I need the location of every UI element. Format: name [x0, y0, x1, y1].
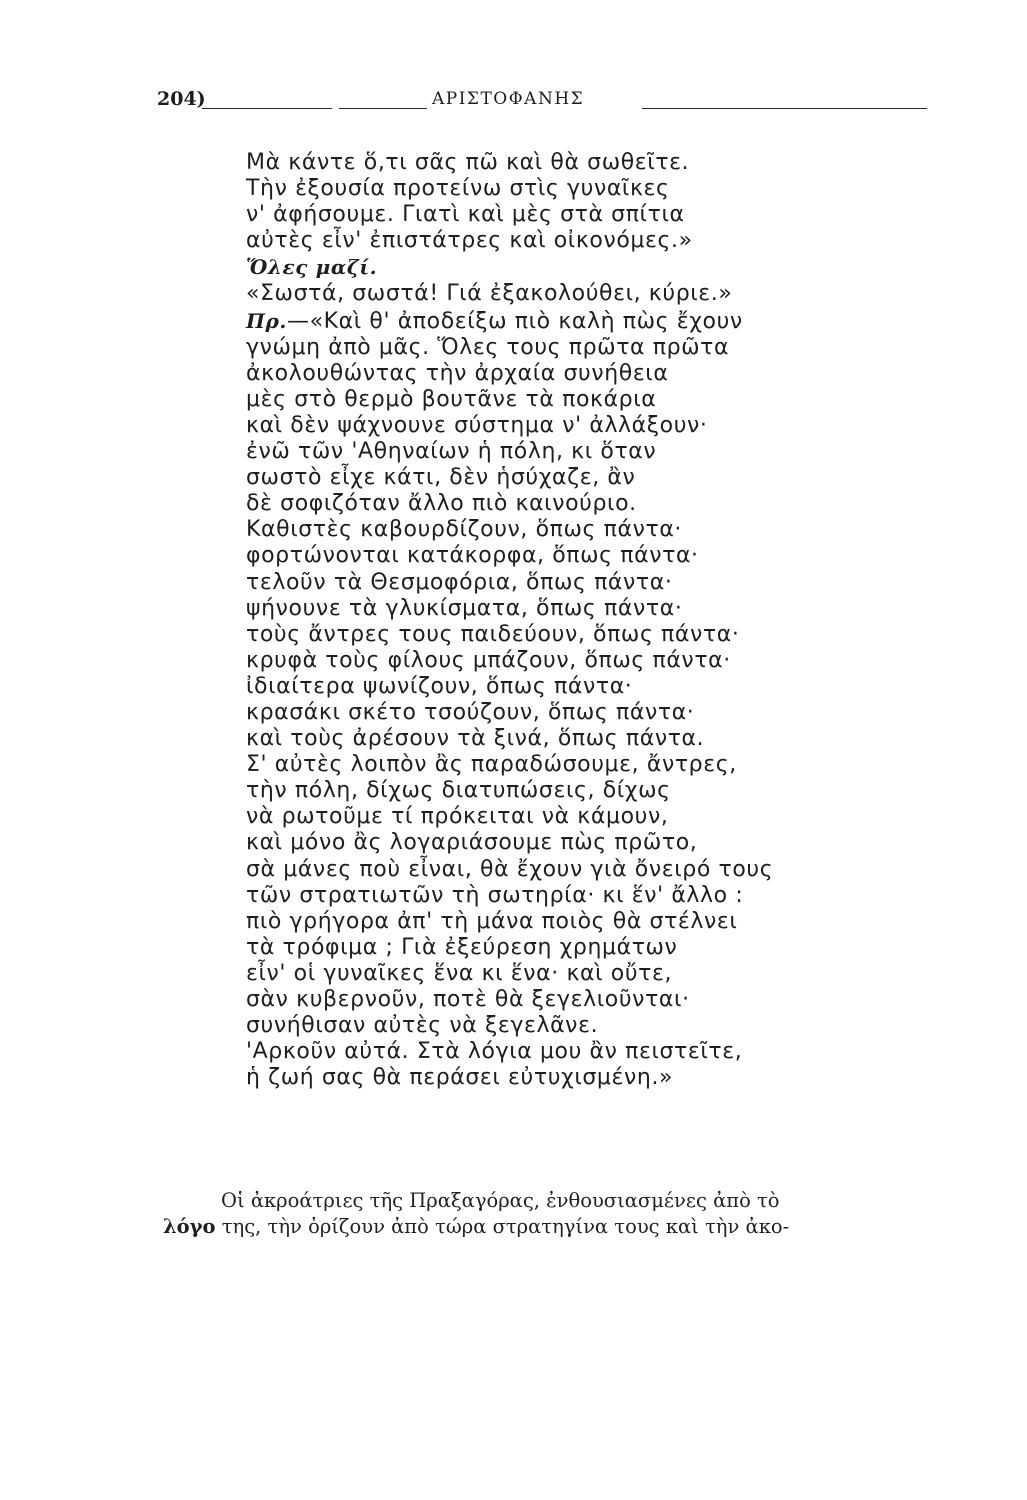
verse-line: συνήθισαν αὐτὲς νὰ ξεγελᾶνε.: [246, 1013, 599, 1039]
verse-line: ἡ ζωή σας θὰ περάσει εὐτυχισμένη.»: [246, 1065, 674, 1091]
header-rule-left: [202, 108, 332, 109]
verse-line: καὶ δὲν ψάχνουνε σύστημα ν' ἀλλάξουν·: [246, 412, 708, 438]
verse-line: φορτώνονται κατάκορφα, ὅπως πάντα·: [246, 543, 699, 569]
verse-line: ἀκολουθώντας τὴν ἀρχαία συνήθεια: [246, 360, 669, 386]
verse-line: τελοῦν τὰ Θεσμοφόρια, ὅπως πάντα·: [246, 569, 673, 595]
verse-line: ν' ἀφήσουμε. Γιατὶ καὶ μὲς στὰ σπίτια: [246, 202, 685, 228]
verse-line: «Σωστά, σωστά! Γιά ἐξακολούθει, κύριε.»: [246, 281, 733, 307]
verse-line: τὰ τρόφιμα ; Γιὰ ἐξεύρεση χρημάτων: [246, 934, 678, 960]
page-number: 204): [157, 88, 206, 110]
verse-line: αὐτὲς εἶν' ἐπιστάτρες καὶ οἰκονόμες.»: [246, 228, 693, 254]
header-rule-middle: [339, 108, 427, 109]
speaker-line-all: [246, 254, 886, 281]
speaker-line-pr: [246, 308, 886, 335]
verse-line: τὴν πόλη, δίχως διατυπώσεις, δίχως: [246, 778, 671, 804]
verse-line: νὰ ρωτοῦμε τί πρόκειται νὰ κάμουν,: [246, 804, 669, 830]
verse-line: καὶ τοὺς ἀρέσουν τὰ ξινά, ὅπως πάντα.: [246, 726, 705, 752]
prose-line-1: Οἱ ἀκροάτριες τῆς Πραξαγόρας, ἐνθουσιασμένες ἀπὸ τὸ: [221, 1189, 780, 1212]
header-rule-right: [642, 108, 927, 109]
verse-line: ψήνουνε τὰ γλυκίσματα, ὅπως πάντα·: [246, 595, 683, 621]
verse-line: γνώμη ἀπὸ μᾶς. Ὅλες τους πρῶτα πρῶτα: [246, 334, 730, 360]
verse-line: τοὺς ἄντρες τους παιδεύουν, ὅπως πάντα·: [246, 621, 740, 647]
verse-line: δὲ σοφιζόταν ἄλλο πιὸ καινούριο.: [246, 491, 637, 517]
prose-line-2: [163, 1214, 943, 1240]
verse-line: 'Αρκοῦν αὐτά. Στὰ λόγια μου ἂν πειστεῖτε,: [246, 1039, 743, 1065]
verse-line: κρυφὰ τοὺς φίλους μπάζουν, ὅπως πάντα·: [246, 647, 731, 673]
prose-bold-word: λόγο: [163, 1215, 216, 1238]
speaker-line-pr-text: —«Καὶ θ' ἀποδείξω πιὸ καλὴ πὼς ἔχουν: [286, 308, 743, 334]
running-head: [157, 88, 927, 118]
verse-line: κρασάκι σκέτο τσούζουν, ὅπως πάντα·: [246, 699, 695, 725]
verse-line: Τὴν ἐξουσία προτείνω στὶς γυναῖκες: [246, 176, 670, 202]
verse-line: ἐνῶ τῶν 'Αθηναίων ἡ πόλη, κι ὅταν: [246, 439, 657, 465]
verse-line: εἶν' οἱ γυναῖκες ἕνα κι ἕνα· καὶ οὔτε,: [246, 960, 673, 986]
verse-line: Καθιστὲς καβουρδίζουν, ὅπως πάντα·: [246, 517, 683, 543]
verse-line: πιὸ γρήγορα ἀπ' τὴ μάνα ποιὸς θὰ στέλνει: [246, 908, 738, 934]
verse-line: σὰν κυβερνοῦν, ποτὲ θὰ ξεγελιοῦνται·: [246, 987, 690, 1012]
verse-block: [246, 150, 886, 1091]
header-title: ΑΡΙΣΤΟΦΑΝΗΣ: [432, 89, 585, 109]
verse-line: Σ' αὐτὲς λοιπὸν ἂς παραδώσουμε, ἄντρες,: [246, 752, 737, 778]
verse-line: μὲς στὸ θερμὸ βουτᾶνε τὰ ποκάρια: [246, 386, 657, 412]
verse-line: Μὰ κάντε ὅ,τι σᾶς πῶ καὶ θὰ σωθεῖτε.: [246, 150, 690, 175]
prose-paragraph: [163, 1188, 943, 1240]
verse-line: σὰ μάνες ποὺ εἶναι, θὰ ἔχουν γιὰ ὄνειρό τους: [246, 856, 774, 882]
verse-line: καὶ μόνο ἂς λογαριάσουμε πὼς πρῶτο,: [246, 830, 698, 856]
verse-line: ἰδιαίτερα ψωνίζουν, ὅπως πάντα·: [246, 673, 633, 699]
verse-line: τῶν στρατιωτῶν τὴ σωτηρία· κι ἕν' ἄλλο :: [246, 882, 744, 908]
speaker-label-all: Ὅλες μαζί.: [246, 255, 378, 280]
speaker-label-pr: Πρ.: [246, 308, 287, 333]
verse-line: σωστὸ εἶχε κάτι, δὲν ἡσύχαζε, ἂν: [246, 465, 636, 491]
prose-line-2-rest: της, τὴν ὁρίζουν ἀπὸ τώρα στρατηγίνα τους καὶ τὴν ἀκο-: [215, 1215, 790, 1238]
